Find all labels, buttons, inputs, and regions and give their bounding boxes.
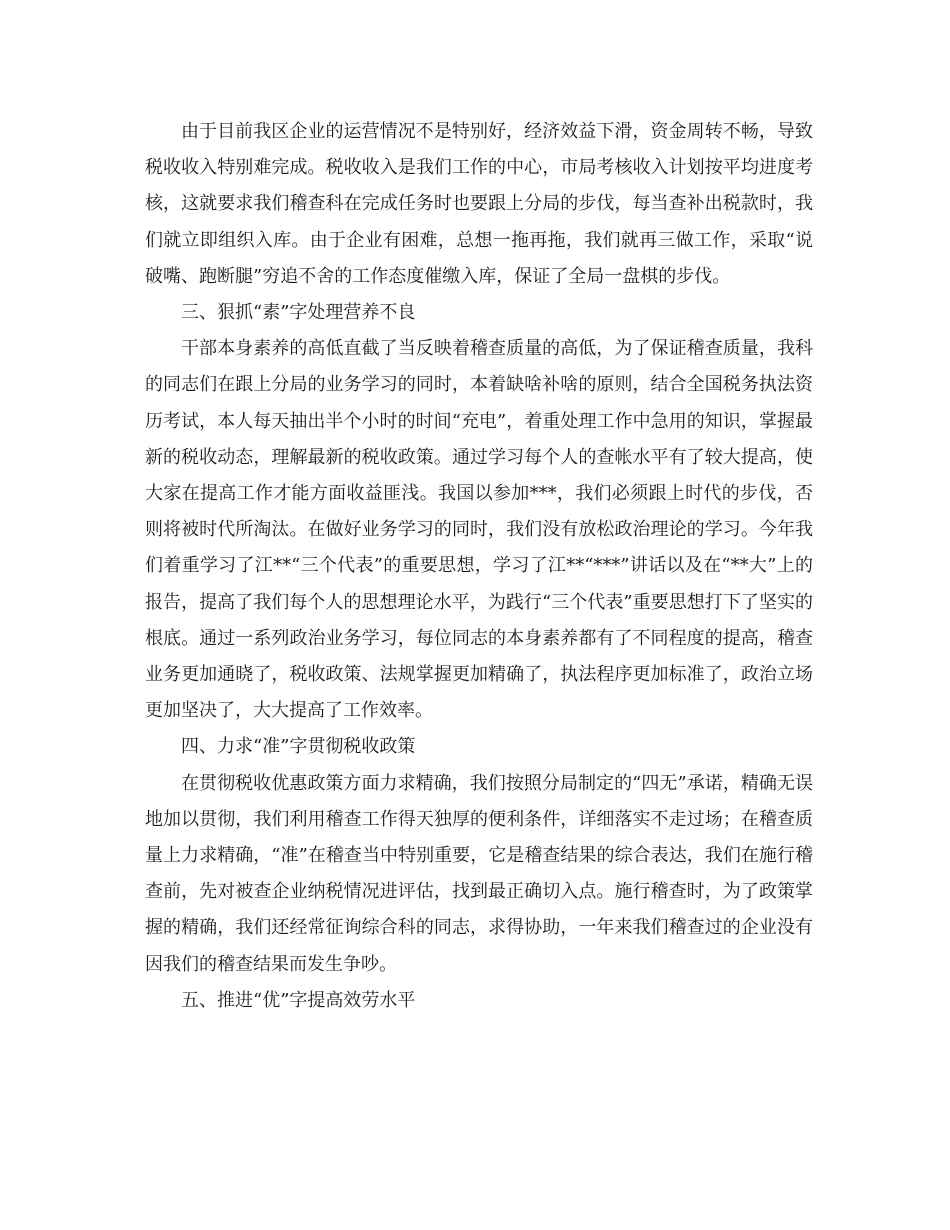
section-heading-5: 五、推进“优”字提高效劳水平	[181, 989, 416, 1011]
paragraph-tax-revenue: 由于目前我区企业的运营情况不是特别好，经济效益下滑，资金周转不畅，导致税收收入特别难完成。税收收入是我们工作的中心，市局考核收入计划按平均进度考核，这就要求我们稽查科在完成任务时也要跟上分局的步伐，每当查补出税款时，我们就立即组织入库。由于企业有困难，总想一拖再拖，我们就再三做工作，采取“说破嘴、跑断腿”穷追不舍的工作态度催缴入库，保证了全局一盘棋的步伐。	[145, 121, 813, 287]
paragraph-cadre-quality: 干部本身素养的高低直截了当反映着稽查质量的高低，为了保证稽查质量，我科的同志们在跟上分局的业务学习的同时，本着缺啥补啥的原则，结合全国税务执法资历考试，本人每天抽出半个小时的时间“充电”，着重处理工作中急用的知识，掌握最新的税收动态，理解最新的税收政策。通过学习每个人的查帐水平有了较大提高，使大家在提高工作才能方面收益匪浅。我国以参加***，我们必须跟上时代的步伐，否则将被时代所淘汰。在做好业务学习的同时，我们没有放松政治理论的学习。今年我们着重学习了江**“三个代表”的重要思想，学习了江**“***”讲话以及在“**大”上的报告，提高了我们每个人的思想理论水平，为践行“三个代表”重要思想打下了坚实的根底。通过一系列政治业务学习，每位同志的本身素养都有了不同程度的提高，稽查业务更加通晓了，税收政策、法规掌握更加精确了，执法程序更加标准了，政治立场更加坚决了，大大提高了工作效率。	[145, 338, 813, 722]
section-heading-4: 四、力求“准”字贯彻税收政策	[181, 736, 416, 758]
section-heading-3: 三、狠抓“素”字处理营养不良	[181, 302, 416, 324]
paragraph-tax-policy: 在贯彻税收优惠政策方面力求精确，我们按照分局制定的“四无”承诺，精确无误地加以贯彻，我们利用稽查工作得天独厚的便利条件，详细落实不走过场；在稽查质量上力求精确，“准”在稽查当中特别重要，它是稽查结果的综合表达，我们在施行稽查前，先对被查企业纳税情况进评估，找到最正确切入点。施行稽查时，为了政策掌握的精确，我们还经常征询综合科的同志，求得协助，一年来我们稽查过的企业没有因我们的稽查结果而发生争吵。	[145, 772, 813, 975]
document-body	[145, 114, 813, 1019]
